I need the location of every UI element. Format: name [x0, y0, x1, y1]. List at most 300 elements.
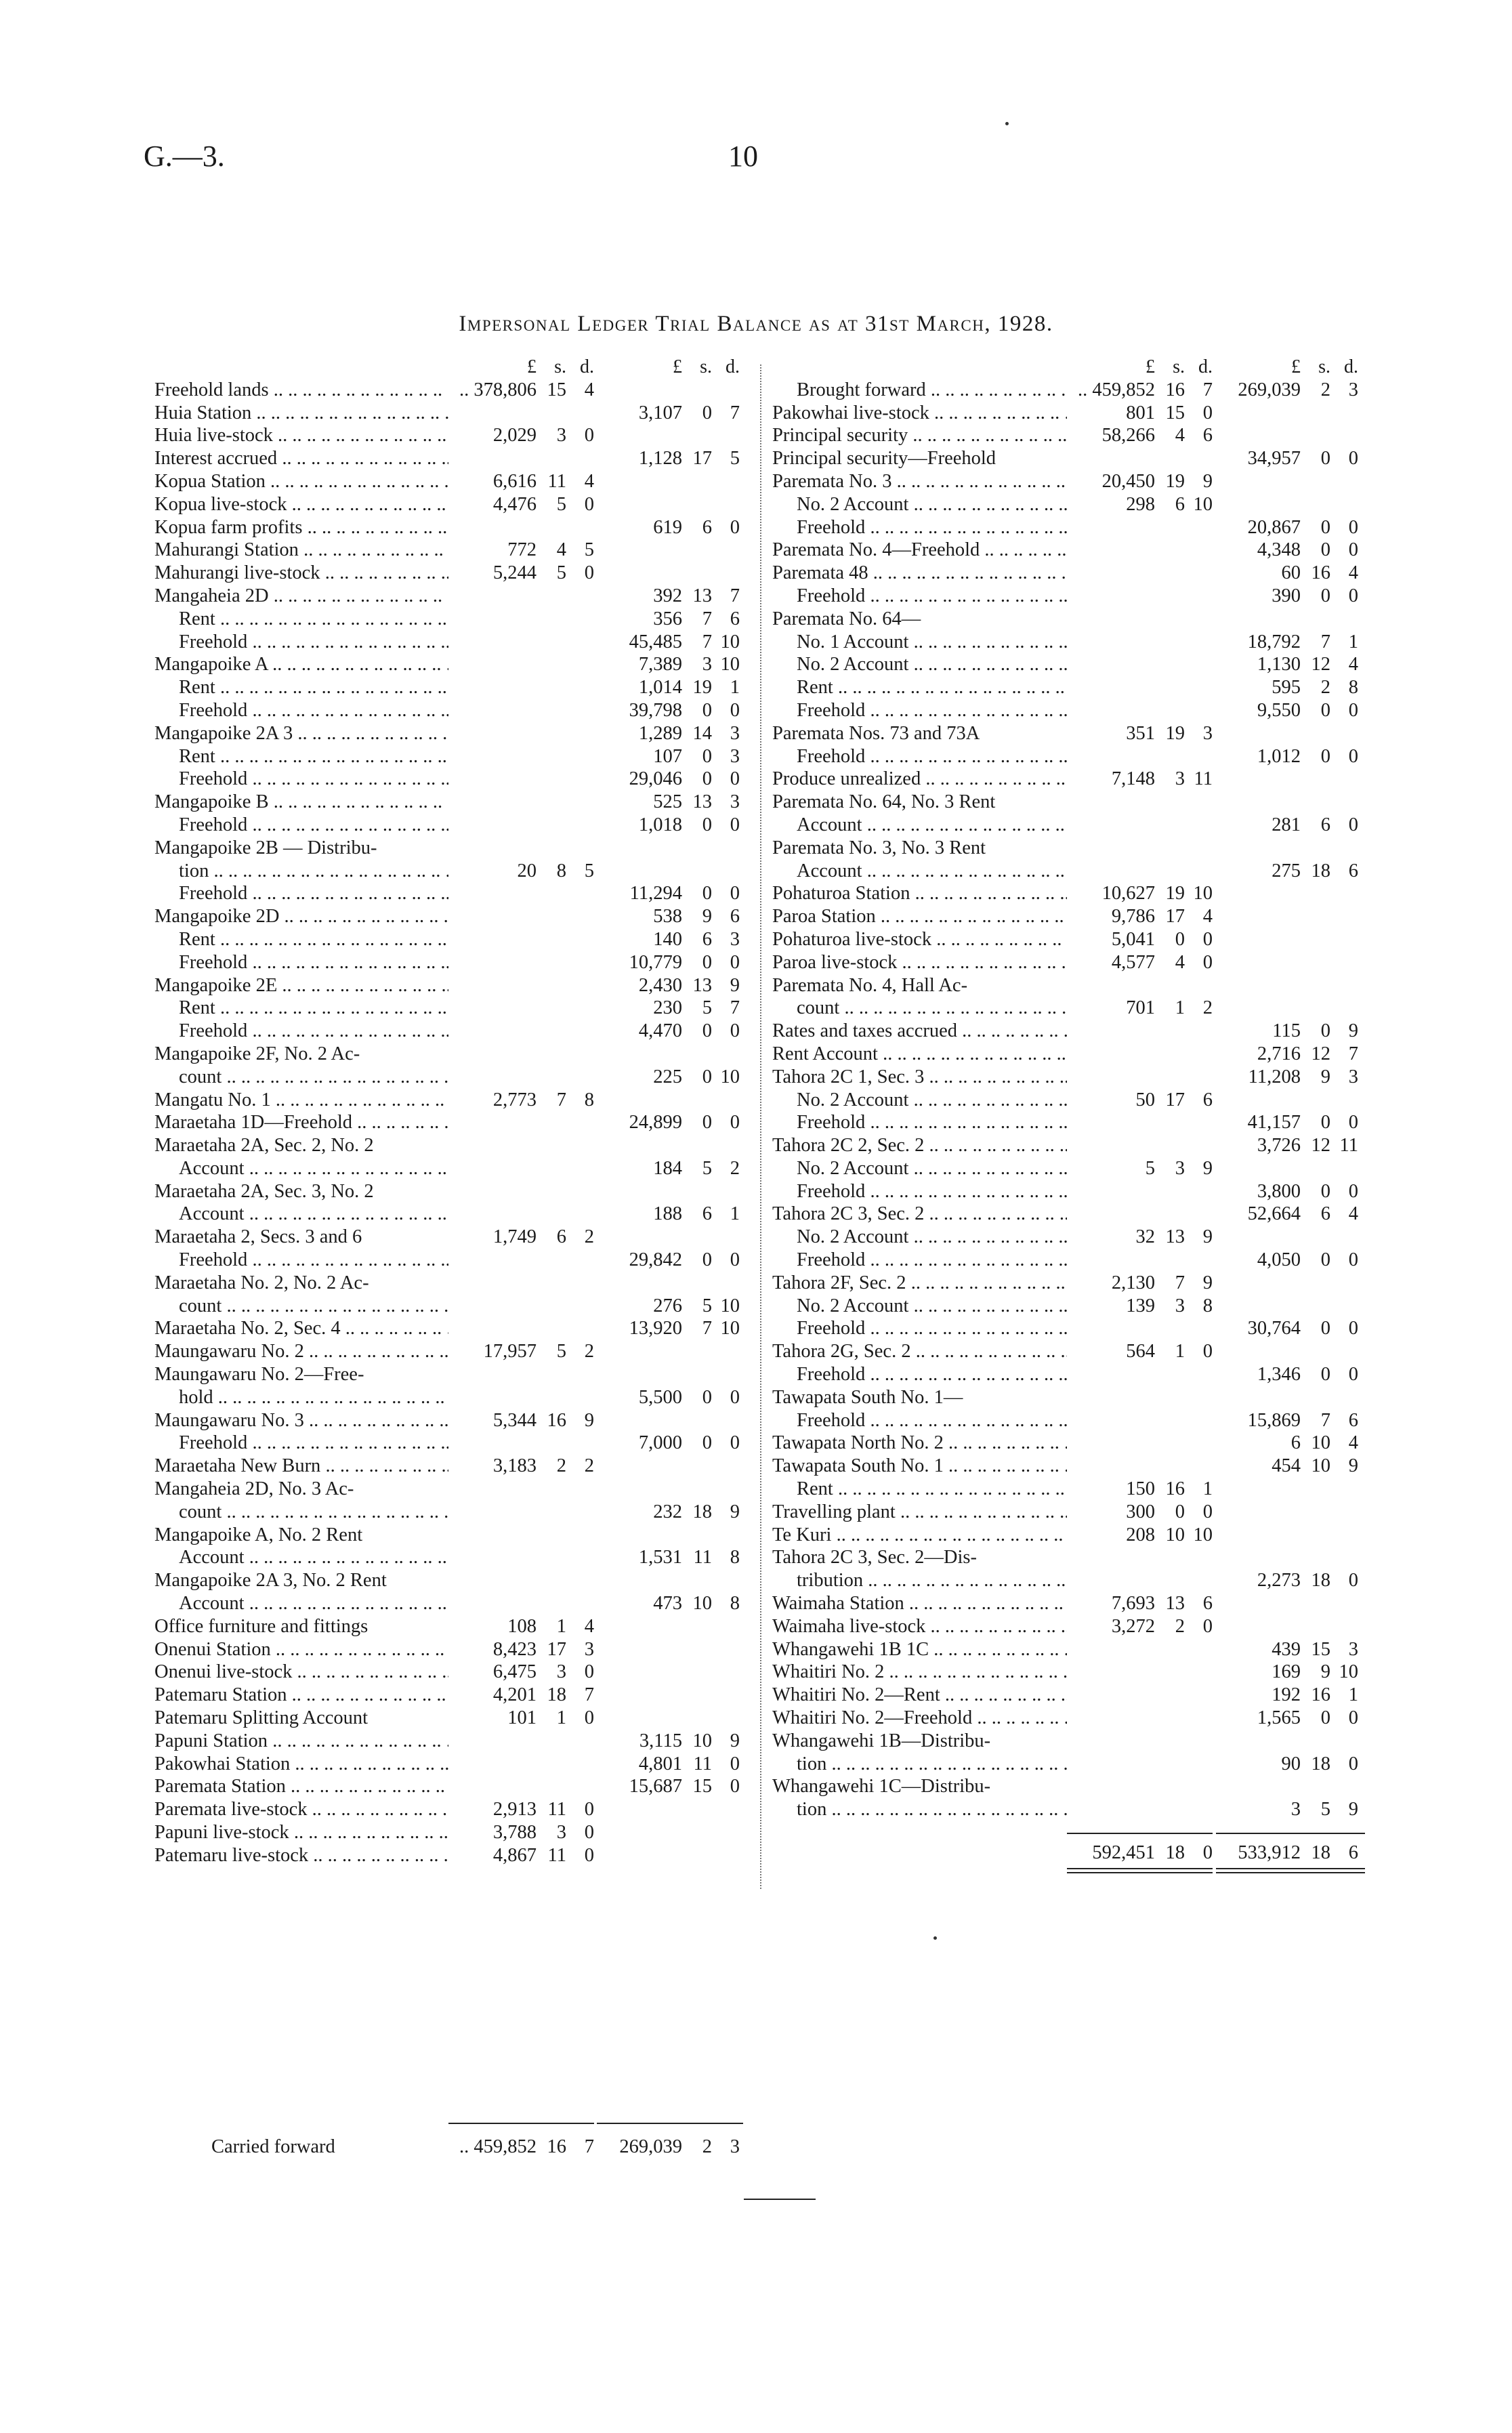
amount-pounds: 4,867	[492, 1844, 537, 1866]
account-name: No. 1 Account	[797, 631, 909, 652]
amount-pounds	[448, 1111, 537, 1134]
amount-shillings: 18	[1311, 1753, 1330, 1774]
account-name: Produce unrealized	[772, 768, 921, 790]
amount-shillings	[682, 1478, 712, 1501]
amount-pence	[566, 1020, 594, 1043]
amount-pence: 3	[584, 1638, 594, 1660]
amount-shillings	[537, 1249, 566, 1272]
amount-shillings: 0	[1320, 448, 1330, 470]
ledger-row	[772, 608, 1372, 631]
ledger-row	[154, 1821, 746, 1844]
amount-pence: 0	[730, 1776, 740, 1797]
amount-shillings	[682, 1409, 712, 1432]
amount-pounds: 275	[1272, 860, 1301, 881]
amount-pence: 10	[720, 631, 740, 652]
amount-pence	[566, 1066, 594, 1089]
account-name: Mangapoike A, No. 2 Rent	[154, 1524, 363, 1545]
amount-pence: 0	[730, 768, 740, 790]
ledger-row	[154, 1661, 746, 1684]
amount-shillings	[1155, 791, 1185, 814]
amount-shillings: 4	[1175, 425, 1185, 446]
amount-shillings: 0	[702, 1249, 712, 1271]
amount-pounds: 139	[1126, 1295, 1155, 1316]
account-name: Patemaru Station	[154, 1684, 287, 1706]
account-name: No. 2 Account	[797, 1089, 909, 1110]
left-column-header	[154, 356, 746, 379]
ledger-row	[772, 1226, 1372, 1249]
account-name: Account	[797, 860, 862, 881]
amount-pounds: 1,749	[492, 1226, 537, 1248]
account-name: Paremata No. 4, Hall Ac-	[772, 974, 968, 996]
account-name: Mangapoike A	[154, 654, 268, 675]
amount-pounds	[594, 1569, 682, 1592]
amount-pounds	[1067, 1317, 1155, 1340]
amount-pence: 0	[1348, 699, 1358, 721]
amount-pounds	[1067, 745, 1155, 768]
ledger-row	[154, 1524, 746, 1547]
amount-shillings: 15	[547, 379, 566, 400]
amount-shillings	[1155, 1020, 1185, 1043]
amount-shillings: 12	[1311, 654, 1330, 675]
amount-pence	[566, 585, 594, 608]
amount-pounds: 107	[653, 745, 682, 767]
amount-pounds	[1067, 699, 1155, 722]
ledger-row	[772, 424, 1372, 447]
account-name: Waimaha Station	[772, 1593, 904, 1615]
amount-pounds	[1213, 1524, 1301, 1547]
account-name: Maraetaha New Burn	[154, 1455, 321, 1477]
account-name: Freehold	[179, 1020, 248, 1042]
amount-pence	[566, 928, 594, 951]
amount-pounds	[448, 653, 537, 676]
amount-pounds	[1213, 768, 1301, 791]
footer-rule	[744, 2199, 816, 2200]
account-name: Rent	[179, 928, 215, 950]
amount-shillings	[537, 722, 566, 745]
account-name: Freehold	[797, 1364, 866, 1386]
ledger-row	[154, 1707, 746, 1730]
amount-pence	[1330, 722, 1358, 745]
amount-shillings: 4	[556, 539, 566, 561]
account-name: tion	[797, 1753, 827, 1774]
amount-shillings	[537, 1592, 566, 1615]
ledger-row	[154, 905, 746, 928]
ledger-row	[772, 1707, 1372, 1730]
amount-shillings: 11	[693, 1753, 712, 1774]
amount-shillings	[537, 1775, 566, 1798]
amount-shillings: 0	[702, 1386, 712, 1408]
ledger-row	[154, 1157, 746, 1180]
amount-pounds	[1067, 1111, 1155, 1134]
amount-pence: 7	[730, 997, 740, 1019]
amount-pence: 0	[1348, 814, 1358, 835]
carried-forward-row	[154, 2136, 746, 2159]
amount-pounds	[1067, 1043, 1155, 1066]
amount-shillings: 0	[702, 1432, 712, 1454]
amount-pence: 0	[1348, 1318, 1358, 1339]
amount-shillings	[537, 653, 566, 676]
right-column-header	[772, 356, 1372, 379]
amount-pounds: 1,565	[1257, 1707, 1301, 1729]
amount-pence: 0	[1348, 448, 1358, 470]
ledger-row	[154, 1798, 746, 1821]
ledger-row	[772, 1546, 1372, 1569]
amount-pence	[1185, 1409, 1213, 1432]
account-name: Rent	[797, 677, 833, 699]
amount-pounds	[594, 562, 682, 585]
amount-pence: 5	[730, 448, 740, 470]
account-name: Mangapoike B	[154, 791, 269, 813]
amount-pence: 7	[1202, 379, 1213, 400]
total-shillings: 18	[1311, 1842, 1330, 1863]
amount-shillings	[1155, 585, 1185, 608]
amount-pounds	[594, 1821, 682, 1844]
amount-pounds: 32	[1135, 1226, 1155, 1248]
account-name: Kopua farm profits	[154, 516, 303, 538]
amount-pounds	[1067, 653, 1155, 676]
amount-shillings: 0	[1320, 585, 1330, 606]
ledger-row	[154, 1066, 746, 1089]
amount-shillings: 11	[547, 470, 566, 492]
amount-pounds: 24,899	[629, 1112, 682, 1134]
amount-shillings: 0	[1320, 1020, 1330, 1042]
amount-pence	[1330, 424, 1358, 447]
ledger-row	[772, 1043, 1372, 1066]
amount-shillings	[537, 882, 566, 905]
amount-shillings: 3	[556, 1822, 566, 1843]
amount-pence	[1185, 1707, 1213, 1730]
amount-shillings	[1155, 814, 1185, 837]
ledger-row	[154, 951, 746, 974]
amount-pence	[712, 1455, 740, 1478]
ledger-row	[772, 562, 1372, 585]
amount-pence	[1185, 1134, 1213, 1157]
amount-shillings	[1301, 1157, 1330, 1180]
amount-pounds	[1213, 997, 1301, 1020]
pence-header: d.	[1198, 356, 1213, 377]
amount-pence	[566, 745, 594, 768]
amount-shillings	[537, 402, 566, 425]
amount-pence	[1330, 791, 1358, 814]
amount-pounds	[448, 699, 537, 722]
account-name: tion	[797, 1799, 827, 1821]
amount-pence	[566, 653, 594, 676]
amount-shillings: 15	[1165, 402, 1185, 423]
ledger-row	[772, 1134, 1372, 1157]
ledger-row	[772, 1592, 1372, 1615]
amount-pounds	[1067, 585, 1155, 608]
amount-pence	[566, 814, 594, 837]
amount-pounds	[448, 1432, 537, 1455]
amount-pence	[712, 1569, 740, 1592]
amount-shillings	[1155, 539, 1185, 562]
account-name: No. 2 Account	[797, 1226, 909, 1248]
total-pounds: 592,451	[1092, 1842, 1155, 1863]
right-total-rule	[1216, 1833, 1365, 1834]
amount-pounds	[448, 882, 537, 905]
amount-pounds	[594, 1524, 682, 1547]
amount-shillings: 0	[1320, 1707, 1330, 1729]
amount-pence	[1185, 1798, 1213, 1821]
amount-shillings: 0	[1320, 516, 1330, 538]
amount-shillings	[537, 1753, 566, 1776]
amount-shillings	[682, 1707, 712, 1730]
amount-pounds	[594, 1661, 682, 1684]
amount-pence: 9	[1202, 1226, 1213, 1248]
account-name: Tahora 2F, Sec. 2	[772, 1272, 906, 1293]
amount-shillings: 19	[1165, 883, 1185, 904]
amount-pence: 8	[1202, 1295, 1213, 1316]
ledger-row	[772, 1249, 1372, 1272]
ledger-row	[154, 653, 746, 676]
amount-pence	[1185, 1569, 1213, 1592]
account-name: Freehold	[179, 768, 248, 790]
ledger-row	[772, 1111, 1372, 1134]
amount-shillings	[1301, 470, 1330, 493]
amount-shillings: 0	[1320, 1112, 1330, 1134]
ledger-row	[772, 1409, 1372, 1432]
amount-shillings	[682, 424, 712, 447]
amount-pence: 10	[1193, 493, 1213, 515]
amount-shillings	[682, 1272, 712, 1295]
amount-pounds	[1213, 1775, 1301, 1798]
account-name: Papuni live-stock	[154, 1822, 289, 1843]
amount-shillings: 9	[1320, 1661, 1330, 1683]
amount-shillings	[1301, 882, 1330, 905]
ledger-row	[772, 1638, 1372, 1661]
amount-pence	[1185, 1661, 1213, 1684]
pounds-header: £	[1291, 356, 1301, 377]
amount-pounds	[448, 905, 537, 928]
amount-pence	[1185, 791, 1213, 814]
amount-shillings: 13	[692, 585, 712, 606]
account-name: Kopua live-stock	[154, 493, 287, 515]
amount-pence: 0	[1348, 1249, 1358, 1271]
amount-shillings	[1155, 1432, 1185, 1455]
amount-shillings	[1301, 768, 1330, 791]
amount-shillings: 6	[1320, 814, 1330, 835]
amount-shillings	[537, 1386, 566, 1409]
amount-pence	[566, 905, 594, 928]
amount-pence: 5	[584, 539, 594, 561]
amount-pence	[566, 951, 594, 974]
amount-pounds	[448, 1180, 537, 1203]
amount-pounds	[594, 424, 682, 447]
amount-pounds: .. 459,852	[1078, 379, 1155, 400]
account-name: Paremata 48	[772, 562, 868, 584]
amount-pounds: 5,500	[638, 1386, 682, 1408]
amount-pence	[566, 1753, 594, 1776]
amount-pounds	[1067, 1775, 1155, 1798]
carried-forward-label: Carried forward	[211, 2136, 335, 2157]
amount-pounds: 4,470	[638, 1020, 682, 1042]
amount-pounds: 281	[1272, 814, 1301, 835]
ledger-row	[154, 470, 746, 493]
amount-shillings	[537, 1317, 566, 1340]
amount-shillings	[537, 1043, 566, 1066]
ledger-row	[154, 1478, 746, 1501]
amount-pounds: 7,389	[638, 654, 682, 675]
amount-shillings: 17	[1165, 906, 1185, 928]
ledger-row	[772, 1089, 1372, 1112]
print-speck	[1005, 122, 1009, 125]
right-total-double-rule	[1067, 1868, 1213, 1869]
amount-pence: 9	[1348, 1799, 1358, 1821]
amount-pence: 9	[1202, 1157, 1213, 1179]
amount-pence: 0	[730, 1112, 740, 1134]
ledger-row	[772, 676, 1372, 699]
amount-pence: 9	[1202, 470, 1213, 492]
amount-pounds	[448, 791, 537, 814]
amount-shillings	[1301, 424, 1330, 447]
amount-pence: 0	[1348, 745, 1358, 767]
amount-pounds: 2,029	[492, 425, 537, 446]
amount-pence: 0	[1348, 585, 1358, 606]
amount-pounds	[594, 1638, 682, 1661]
amount-pence	[1330, 1340, 1358, 1363]
account-name: Principal security—Freehold	[772, 448, 996, 470]
amount-pounds: 52,664	[1247, 1203, 1301, 1225]
amount-pounds: 17,957	[483, 1341, 537, 1363]
amount-pence	[1185, 837, 1213, 860]
amount-pence: 0	[1348, 539, 1358, 561]
amount-pence	[566, 722, 594, 745]
amount-pence	[566, 608, 594, 631]
amount-pounds	[594, 1363, 682, 1386]
amount-shillings	[682, 1134, 712, 1157]
ledger-row	[772, 928, 1372, 951]
amount-shillings	[682, 1661, 712, 1684]
ledger-row	[154, 676, 746, 699]
amount-pounds: 801	[1126, 402, 1155, 423]
account-name: hold	[179, 1386, 213, 1408]
amount-shillings: 8	[556, 860, 566, 881]
amount-pounds	[1067, 1409, 1155, 1432]
amount-pence	[1330, 1089, 1358, 1112]
amount-shillings	[537, 1180, 566, 1203]
amount-pence: 9	[730, 974, 740, 996]
amount-pounds: 108	[507, 1615, 537, 1637]
account-name: Freehold	[797, 1112, 866, 1134]
account-name: Paremata No. 3, No. 3 Rent	[772, 837, 986, 858]
amount-pence: 0	[730, 1432, 740, 1454]
amount-shillings	[682, 1844, 712, 1867]
amount-pence	[566, 1501, 594, 1524]
totals-row	[772, 1842, 1364, 1865]
amount-shillings	[537, 1295, 566, 1318]
amount-pence: 0	[730, 1753, 740, 1774]
total-shillings: 18	[1165, 1842, 1185, 1863]
amount-pounds	[594, 1043, 682, 1066]
amount-pounds	[1067, 562, 1155, 585]
amount-shillings	[682, 470, 712, 493]
amount-pence	[566, 1180, 594, 1203]
amount-shillings	[682, 1569, 712, 1592]
amount-pence: 10	[1339, 1661, 1358, 1683]
amount-pence: 6	[1202, 425, 1213, 446]
amount-shillings: 13	[1165, 1593, 1185, 1615]
right-ledger-rows	[772, 379, 1372, 1821]
shillings-header: s.	[700, 356, 712, 377]
account-name: Pohaturoa live-stock	[772, 928, 932, 950]
ledger-row	[154, 814, 746, 837]
amount-pounds	[1213, 1386, 1301, 1409]
amount-shillings	[1155, 1043, 1185, 1066]
account-name: Freehold	[179, 631, 248, 652]
amount-pounds: 6	[1290, 1432, 1301, 1454]
amount-pence	[566, 699, 594, 722]
amount-pounds	[1067, 1684, 1155, 1707]
ledger-row	[772, 745, 1372, 768]
amount-shillings	[537, 631, 566, 654]
amount-shillings	[537, 1501, 566, 1524]
amount-pence	[1185, 1020, 1213, 1043]
document-code: G.—3.	[144, 140, 225, 173]
left-total-rule	[597, 2123, 743, 2124]
amount-shillings	[1155, 1066, 1185, 1089]
account-name: Huia live-stock	[154, 425, 273, 446]
amount-shillings	[682, 1821, 712, 1844]
amount-pence: 3	[1348, 1066, 1358, 1087]
amount-shillings	[537, 1432, 566, 1455]
amount-shillings	[1155, 1203, 1185, 1226]
amount-shillings	[537, 1020, 566, 1043]
ledger-row	[154, 1295, 746, 1318]
amount-pounds: 11,208	[1248, 1066, 1301, 1087]
ledger-row	[772, 1684, 1372, 1707]
amount-shillings: 16	[1311, 562, 1330, 584]
amount-pence: 0	[584, 493, 594, 515]
amount-pounds: .. 459,852	[459, 2136, 537, 2157]
ledger-row	[772, 951, 1372, 974]
amount-pence: 0	[1202, 1501, 1213, 1522]
amount-pence	[712, 562, 740, 585]
ledger-row	[154, 631, 746, 654]
account-name: Freehold	[797, 516, 866, 538]
amount-shillings: 0	[1320, 539, 1330, 561]
amount-pence	[566, 1730, 594, 1753]
total-pounds: 533,912	[1238, 1842, 1301, 1863]
amount-pounds	[1213, 493, 1301, 516]
ledger-row	[154, 539, 746, 562]
page-number: 10	[728, 140, 758, 173]
amount-shillings: 10	[1165, 1524, 1185, 1545]
amount-shillings	[682, 1455, 712, 1478]
pounds-header: £	[673, 356, 682, 377]
amount-pounds: 50	[1135, 1089, 1155, 1110]
amount-pounds: 2,716	[1257, 1043, 1301, 1064]
amount-pence: 0	[730, 951, 740, 973]
amount-shillings	[537, 1569, 566, 1592]
amount-pounds	[1067, 1455, 1155, 1478]
account-name: Tahora 2C 2, Sec. 2	[772, 1135, 925, 1157]
account-name: Rent	[179, 745, 215, 767]
amount-pounds	[1067, 516, 1155, 539]
amount-pounds: 3,272	[1111, 1615, 1155, 1637]
amount-shillings	[1155, 631, 1185, 654]
amount-pence	[1185, 1730, 1213, 1753]
amount-shillings	[537, 447, 566, 470]
amount-pence: 9	[730, 1730, 740, 1751]
amount-shillings: 15	[1311, 1638, 1330, 1660]
ledger-row	[154, 882, 746, 905]
ledger-row	[772, 1386, 1372, 1409]
amount-shillings	[682, 379, 712, 402]
amount-pounds	[448, 516, 537, 539]
amount-pounds	[1067, 791, 1155, 814]
amount-shillings	[682, 493, 712, 516]
ledger-row	[154, 1638, 746, 1661]
